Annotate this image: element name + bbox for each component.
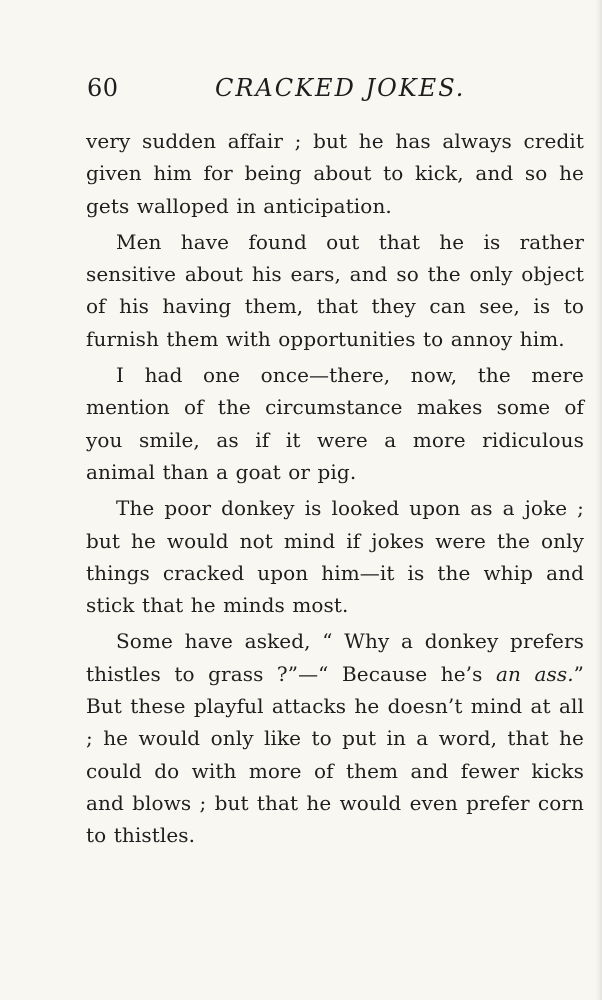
paragraph (86, 625, 584, 851)
page-header (87, 74, 527, 108)
paragraph: I had one once—there, now, the mere mention of the circumstance makes some of you smile, as if it were a more ridiculous animal than a goat or pig. (86, 363, 584, 484)
paragraph-text: ” But these playful attacks he doesn’t mind at all ; he would only like to put in a word, that he could do with more of them and fewer kicks and blows ; but that he would even prefer corn to thistles. (86, 661, 584, 848)
paragraph-text: Some have asked, “ Why a donkey prefers thistles to grass ?”—“ Because he’s (86, 629, 584, 686)
page-number: 60 (87, 74, 119, 102)
page-edge-shadow (596, 0, 602, 1000)
running-title: CRACKED JOKES. (215, 74, 466, 102)
emphasis-text: an ass. (495, 661, 574, 686)
paragraph: Men have found out that he is rather sensitive about his ears, and so the only object of his having them, that they can see, is to furnish them with opportunities to annoy him. (86, 229, 584, 351)
paragraph: very sudden affair ; but he has always credit given him for being about to kick, and so he gets walloped in anticipation. (86, 129, 584, 218)
paragraph: The poor donkey is looked upon as a joke ; but he would not mind if jokes were the only things cracked upon him—it is the whip and stick that he minds most. (86, 496, 584, 618)
page-body (86, 125, 584, 856)
